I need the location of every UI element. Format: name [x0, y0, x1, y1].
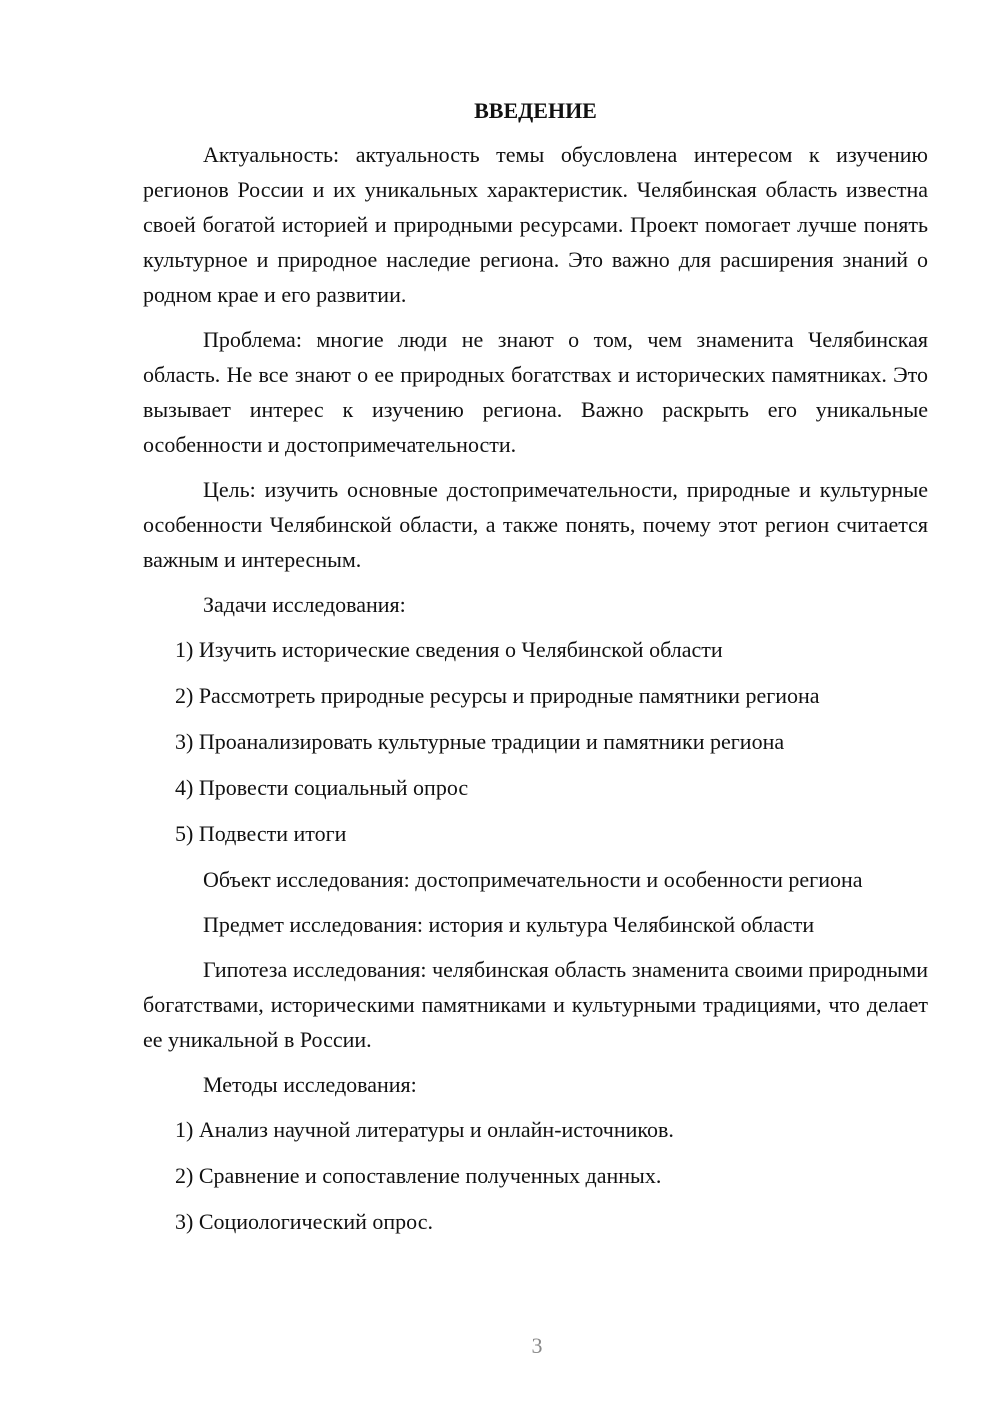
- tasks-list: [143, 632, 928, 851]
- list-item: 1) Изучить исторические сведения о Челябинской области: [175, 637, 723, 662]
- list-item: 5) Подвести итоги: [175, 821, 347, 846]
- goal-paragraph: Цель: изучить основные достопримечательности, природные и культурные особенности Челябинской области, а также понять, почему этот регион считается важным и интересным.: [143, 477, 928, 572]
- object-paragraph: Объект исследования: достопримечательности и особенности региона: [203, 867, 863, 892]
- subject-paragraph: Предмет исследования: история и культура Челябинской области: [203, 912, 815, 937]
- list-item: 1) Анализ научной литературы и онлайн-источников.: [175, 1117, 674, 1142]
- relevance-paragraph: Актуальность: актуальность темы обусловлена интересом к изучению регионов России и их уникальных характеристик. Челябинская область известна своей богатой историей и природными ресурсами. Проект помогает лучше понять культурное и природное наследие региона. Это важно для расширения знаний о родном крае и его развитии.: [143, 142, 928, 307]
- problem-paragraph: Проблема: многие люди не знают о том, чем знаменита Челябинская область. Не все знают о ее природных богатствах и исторических памятниках. Это вызывает интерес к изучению региона. Важно раскрыть его уникальные особенности и достопримечательности.: [143, 327, 928, 457]
- document-page: [143, 95, 928, 1250]
- list-item: 3) Социологический опрос.: [175, 1209, 433, 1234]
- methods-list: [143, 1112, 928, 1239]
- list-item: 4) Провести социальный опрос: [175, 775, 469, 800]
- methods-title: Методы исследования:: [203, 1072, 417, 1097]
- hypothesis-paragraph: Гипотеза исследования: челябинская область знаменита своими природными богатствами, историческими памятниками и культурными традициями, что делает ее уникальной в России.: [143, 957, 928, 1052]
- list-item: 2) Сравнение и сопоставление полученных данных.: [175, 1163, 662, 1188]
- page-number: 3: [531, 1333, 543, 1358]
- list-item: 3) Проанализировать культурные традиции и памятники региона: [175, 729, 785, 754]
- section-heading: ВВЕДЕНИЕ: [474, 98, 597, 123]
- tasks-title: Задачи исследования:: [203, 592, 406, 617]
- list-item: 2) Рассмотреть природные ресурсы и природные памятники региона: [175, 683, 820, 708]
